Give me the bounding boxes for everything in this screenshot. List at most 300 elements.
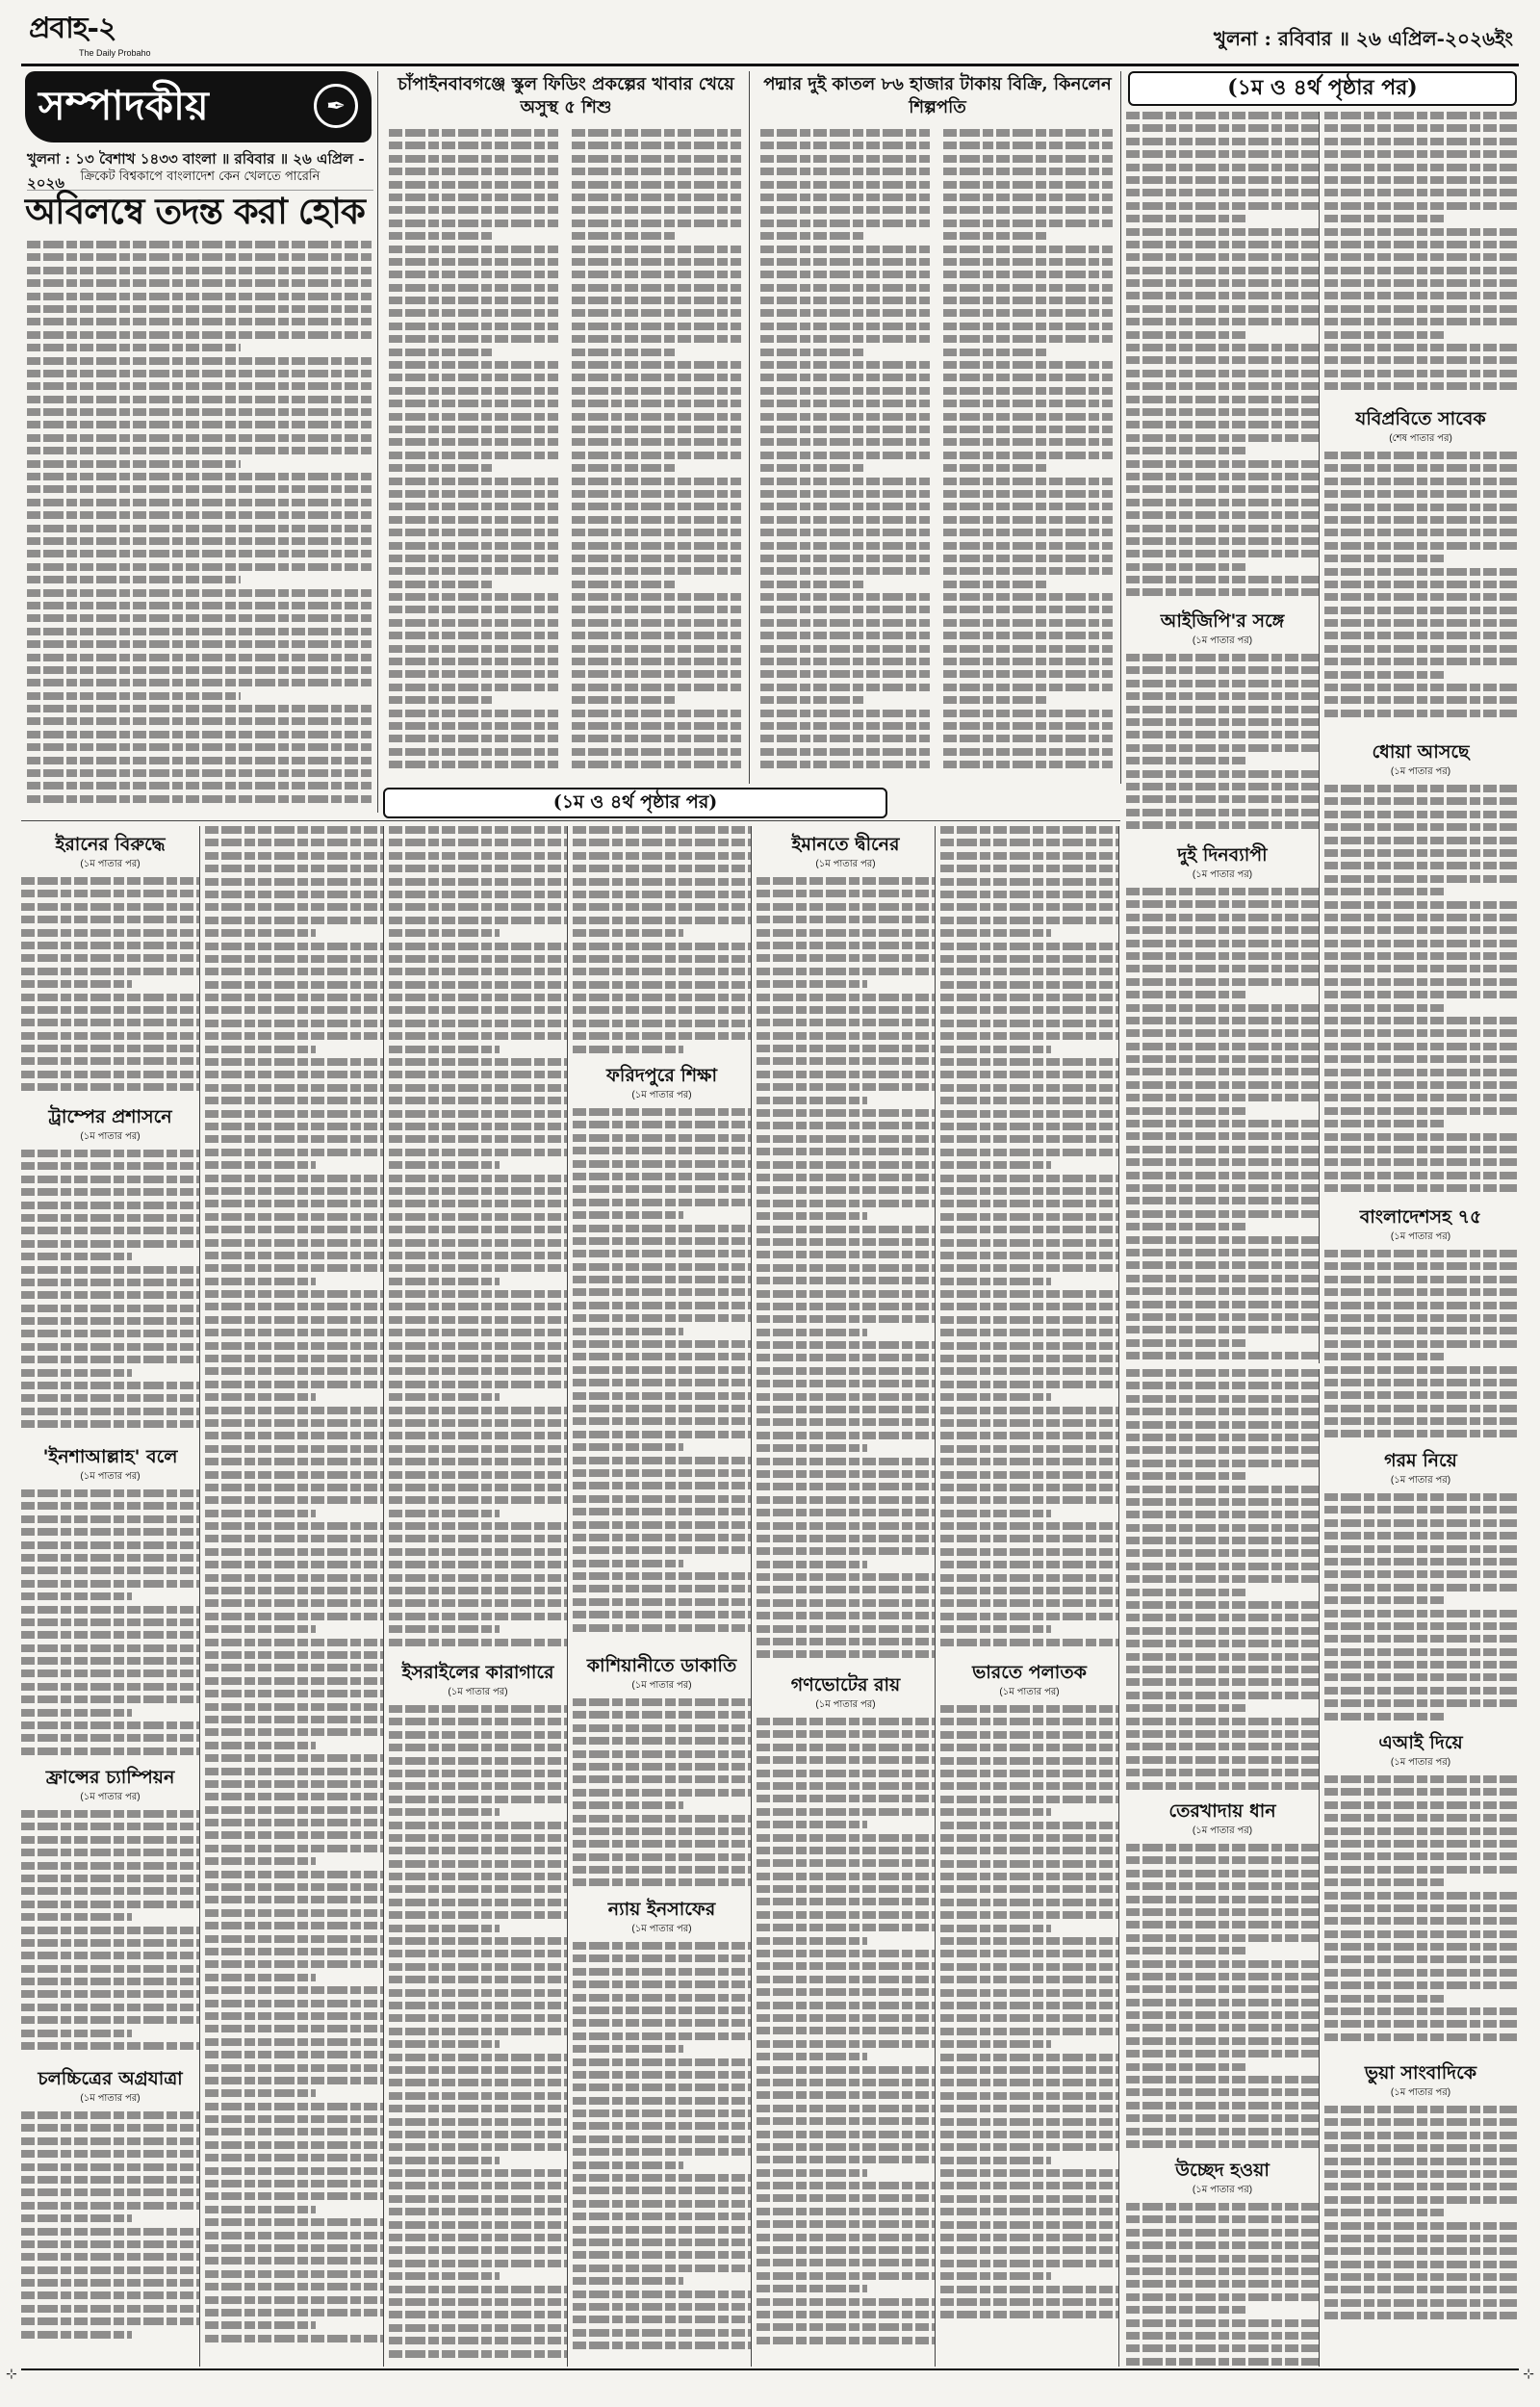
text-line <box>943 271 1113 278</box>
text-line <box>389 1885 567 1893</box>
text-line <box>205 1123 383 1130</box>
text-line <box>21 2240 199 2248</box>
text-line <box>21 2176 199 2184</box>
text-line <box>757 1122 935 1129</box>
text-line <box>572 516 741 524</box>
text-line <box>757 1795 935 1802</box>
text-line <box>1126 485 1319 493</box>
text-line <box>1126 550 1319 557</box>
text-line <box>1126 1158 1319 1166</box>
text-line <box>757 2323 935 2331</box>
text-line <box>389 2054 567 2061</box>
story-body-col <box>943 129 1113 776</box>
text-line <box>1126 1678 1319 1686</box>
text-line <box>572 194 741 201</box>
text-line <box>943 142 1113 149</box>
text-line <box>389 2066 567 2074</box>
text-line <box>573 2251 751 2259</box>
text-line <box>940 1084 1118 1092</box>
text-line <box>1126 1029 1319 1037</box>
text-line <box>760 220 930 227</box>
text-line <box>573 826 751 834</box>
text-line <box>573 981 751 989</box>
text-line <box>389 722 558 730</box>
text-line <box>21 1162 199 1170</box>
text-line <box>940 1899 1118 1906</box>
text-line <box>205 1316 383 1324</box>
text-line <box>757 1303 935 1310</box>
text-line <box>1324 138 1517 145</box>
text-line <box>205 2025 383 2032</box>
text-line <box>940 1796 1118 1803</box>
text-line <box>389 246 558 253</box>
text-line <box>27 318 372 325</box>
text-line <box>1324 1570 1517 1578</box>
text-line <box>943 220 1113 227</box>
text-line <box>205 1510 316 1517</box>
text-line <box>205 891 383 898</box>
text-line <box>1126 1210 1319 1218</box>
text-line <box>573 1954 751 1962</box>
text-line <box>940 2118 1118 2126</box>
text-line <box>1324 1610 1517 1618</box>
text-line <box>1324 1493 1517 1501</box>
text-line <box>389 220 558 227</box>
text-line <box>757 2194 935 2202</box>
text-line <box>1126 1236 1319 1244</box>
text-line <box>757 2079 935 2086</box>
text-line <box>943 387 1113 395</box>
text-line <box>572 748 741 756</box>
text-line <box>389 1599 567 1607</box>
text-line <box>573 1185 751 1193</box>
text-line <box>760 670 930 678</box>
text-line <box>27 344 241 351</box>
column-5: ইমানতে দ্বীনের (১ম পাতার পর) গণভোটের রায় (১ম পাতার পর) <box>757 826 936 2367</box>
text-line <box>940 1770 1118 1777</box>
text-line <box>940 1432 1118 1439</box>
heading-two-days: দুই দিনব্যাপী <box>1177 844 1268 866</box>
text-line <box>1126 770 1319 778</box>
text-line <box>205 1407 383 1414</box>
text-line <box>1324 632 1517 639</box>
text-line <box>573 1750 751 1758</box>
text-line <box>573 1508 751 1515</box>
text-line <box>205 1097 383 1104</box>
text-line <box>572 335 741 343</box>
text-line <box>940 878 1118 886</box>
text-line <box>1126 1960 1319 1968</box>
text-line <box>757 1937 867 1945</box>
text-line <box>389 1731 567 1739</box>
text-line <box>757 1019 935 1026</box>
text-line <box>572 478 741 485</box>
text-line <box>572 593 741 601</box>
text-line <box>205 1020 383 1027</box>
text-line <box>760 684 930 691</box>
text-line <box>1324 965 1517 972</box>
text-line <box>1324 1353 1444 1360</box>
text-line <box>21 2150 199 2158</box>
text-line <box>389 438 558 446</box>
text-line <box>1126 279 1319 287</box>
column-3: ইসরাইলের কারাগারে (১ম পাতার পর) <box>389 826 568 2367</box>
text-line <box>1324 1379 1517 1386</box>
text-line <box>21 1515 199 1523</box>
text-line <box>757 1522 935 1530</box>
text-line <box>573 1199 751 1206</box>
text-line <box>573 2097 751 2105</box>
text-line <box>27 795 372 803</box>
text-line <box>572 323 741 330</box>
text-line <box>1126 2088 1319 2096</box>
text-line <box>573 2213 751 2220</box>
text-line <box>27 602 372 609</box>
text-line <box>21 1695 199 1703</box>
text-line <box>940 1149 1118 1156</box>
text-line <box>389 335 558 343</box>
text-line <box>1126 2332 1319 2340</box>
text-line <box>757 1638 935 1645</box>
text-line <box>1126 1498 1319 1506</box>
text-line <box>1126 253 1319 261</box>
text-line <box>1324 164 1517 171</box>
text-line <box>389 1639 567 1646</box>
text-line <box>389 735 558 742</box>
text-line <box>21 1990 199 1998</box>
text-line <box>760 710 930 717</box>
text-line <box>1324 267 1517 274</box>
text-line <box>573 1763 751 1771</box>
text-line <box>1126 1017 1319 1024</box>
text-line <box>573 994 751 1001</box>
text-line <box>573 1250 751 1257</box>
text-line <box>940 1381 1118 1388</box>
text-line <box>205 1974 316 1981</box>
text-line <box>940 1510 1051 1517</box>
text-line <box>573 2277 683 2285</box>
text-line <box>1324 1417 1517 1425</box>
text-line <box>760 246 930 253</box>
text-line <box>1126 1627 1319 1635</box>
text-line <box>1324 1981 1517 1989</box>
text-line <box>389 1316 567 1324</box>
text-line <box>21 1528 199 1536</box>
text-line <box>573 2226 751 2234</box>
text-line <box>205 1613 383 1620</box>
text-line <box>1126 1882 1319 1890</box>
text-line <box>940 1925 1051 1932</box>
text-line <box>757 1277 935 1284</box>
text-line <box>389 696 494 704</box>
text-line <box>389 142 558 149</box>
text-line <box>389 1796 567 1803</box>
text-line <box>21 2124 199 2132</box>
text-line <box>940 1355 1118 1362</box>
text-line <box>940 2157 1051 2164</box>
text-line <box>943 232 1048 240</box>
text-line <box>389 1484 567 1491</box>
text-line <box>389 464 494 472</box>
page-dateline: খুলনা : রবিবার ॥ ২৬ এপ্রিল-২০২৬ইং <box>1213 27 1513 50</box>
text-line <box>573 2083 751 2091</box>
text-line <box>1324 1584 1517 1592</box>
text-line <box>572 129 741 137</box>
text-line <box>27 537 372 545</box>
text-line <box>1324 464 1517 472</box>
text-line <box>573 1724 751 1732</box>
text-line <box>940 2298 1118 2306</box>
text-line <box>940 1175 1118 1182</box>
text-line <box>1324 1852 1517 1860</box>
text-line <box>389 1613 567 1620</box>
text-line <box>1324 1878 1444 1886</box>
text-line <box>943 374 1113 381</box>
text-line <box>573 1980 751 1988</box>
column-2 <box>205 826 384 2367</box>
text-line <box>1126 1326 1319 1333</box>
text-line <box>27 279 372 287</box>
text-line <box>389 658 558 665</box>
text-line <box>573 1417 751 1425</box>
text-line <box>1324 696 1517 704</box>
text-line <box>940 929 1051 937</box>
text-line <box>1126 460 1319 468</box>
text-line <box>21 1823 199 1830</box>
text-line <box>1324 914 1517 921</box>
text-line <box>1126 2215 1319 2223</box>
text-line <box>205 1432 383 1439</box>
text-line <box>573 1108 751 1116</box>
text-line <box>1324 2106 1517 2113</box>
text-line <box>757 1045 935 1052</box>
text-line <box>205 994 383 1001</box>
text-line <box>205 2064 383 2072</box>
text-line <box>205 1768 383 1775</box>
text-line <box>760 619 930 627</box>
text-line <box>21 1227 199 1234</box>
text-line <box>943 581 1048 588</box>
text-line <box>389 1625 500 1633</box>
text-line <box>1126 150 1319 158</box>
text-line <box>760 452 930 459</box>
text-line <box>757 1885 935 1893</box>
text-line <box>1126 537 1319 545</box>
text-line <box>1126 2128 1319 2135</box>
text-line <box>943 400 1113 407</box>
text-line <box>1126 396 1319 403</box>
text-line <box>1126 2114 1319 2122</box>
text-line <box>21 1279 199 1286</box>
text-line <box>1126 1223 1245 1230</box>
text-line <box>389 2143 567 2151</box>
text-line <box>27 396 372 403</box>
text-line <box>1324 2170 1517 2178</box>
text-line <box>940 1342 1118 1350</box>
text-line <box>389 309 558 317</box>
text-line <box>940 2260 1118 2267</box>
text-line <box>757 954 935 962</box>
text-line <box>21 1019 199 1026</box>
newspaper-page <box>21 8 1519 2386</box>
text-line <box>1324 356 1517 364</box>
text-line <box>1324 645 1517 653</box>
text-line <box>205 1831 383 1839</box>
text-line <box>1126 1446 1319 1454</box>
text-line <box>205 1046 316 1053</box>
text-line <box>940 1471 1118 1479</box>
text-line <box>205 1496 383 1504</box>
text-line <box>757 1458 935 1465</box>
text-line <box>757 1718 935 1725</box>
text-line <box>389 1510 500 1517</box>
text-line <box>760 271 930 278</box>
text-line <box>573 1147 751 1154</box>
text-line <box>21 1305 199 1312</box>
text-line <box>27 267 372 274</box>
text-line <box>205 1084 383 1092</box>
text-line <box>940 1006 1118 1014</box>
text-line <box>572 670 741 678</box>
text-line <box>389 1135 567 1143</box>
text-line <box>21 1408 199 1415</box>
text-line <box>205 852 383 860</box>
text-line <box>205 826 383 834</box>
text-line <box>1126 189 1319 196</box>
text-line <box>573 1431 751 1438</box>
text-line <box>573 1211 683 1219</box>
text-line <box>572 452 741 459</box>
text-line <box>389 1937 567 1945</box>
text-line <box>389 2092 567 2100</box>
text-line <box>1126 1068 1319 1075</box>
text-line <box>572 181 741 189</box>
heading-justice: ন্যায় ইনসাফের <box>607 1899 716 1920</box>
text-line <box>389 1873 567 1880</box>
text-line <box>205 2128 383 2135</box>
text-line <box>940 1873 1118 1880</box>
text-line <box>1324 1801 1517 1809</box>
text-line <box>1324 1622 1517 1630</box>
text-line <box>573 1032 751 1040</box>
text-line <box>1126 1769 1319 1776</box>
text-line <box>205 1342 383 1350</box>
text-line <box>21 1343 199 1351</box>
text-line <box>1324 1904 1517 1912</box>
text-line <box>940 1822 1118 1829</box>
text-line <box>1126 1172 1319 1179</box>
text-line <box>573 1046 683 1053</box>
text-line <box>1324 1892 1517 1900</box>
text-line <box>572 761 741 768</box>
text-line <box>205 1845 383 1852</box>
heading-terabari: তেরখাদায় ধান <box>1168 1800 1276 1822</box>
text-line <box>389 1950 567 1957</box>
text-line <box>760 258 930 266</box>
text-line <box>573 1482 751 1489</box>
text-line <box>757 1200 935 1207</box>
text-line <box>757 1406 935 1413</box>
text-line <box>1324 2132 1517 2139</box>
text-line <box>21 1631 199 1639</box>
text-line <box>940 1937 1118 1945</box>
text-line <box>389 349 494 356</box>
text-line <box>1324 991 1517 998</box>
text-line <box>389 1782 567 1790</box>
text-line <box>389 2221 567 2229</box>
text-line <box>1324 1687 1517 1695</box>
text-line <box>572 555 741 562</box>
text-line <box>205 2180 383 2187</box>
text-line <box>1126 370 1319 377</box>
text-line <box>389 1757 567 1765</box>
text-line <box>1126 1408 1319 1415</box>
text-line <box>760 181 930 189</box>
text-line <box>572 155 741 163</box>
text-line <box>757 1988 935 1996</box>
text-line <box>1324 1930 1517 1938</box>
text-line <box>27 769 372 777</box>
text-line <box>757 1380 935 1387</box>
text-line <box>389 542 558 550</box>
text-line <box>757 1315 935 1323</box>
text-line <box>27 382 372 390</box>
text-line <box>21 968 199 975</box>
text-line <box>1324 215 1444 222</box>
text-line <box>205 1948 383 1955</box>
text-line <box>389 2324 567 2332</box>
text-line <box>1324 1250 1517 1257</box>
text-line <box>1126 1549 1319 1557</box>
text-line <box>1324 1519 1517 1527</box>
text-line <box>940 2092 1118 2100</box>
text-line <box>389 593 558 601</box>
text-line <box>1126 1511 1319 1518</box>
text-line <box>943 206 1113 214</box>
text-line <box>27 782 372 789</box>
text-line <box>573 1366 751 1374</box>
text-line <box>205 1819 383 1826</box>
text-line <box>757 2246 935 2254</box>
text-line <box>1126 1870 1319 1877</box>
text-line <box>757 1756 935 1764</box>
text-line <box>1324 1043 1517 1050</box>
text-line <box>21 2214 132 2222</box>
text-line <box>572 258 741 266</box>
text-line <box>1126 563 1245 571</box>
text-line <box>1126 809 1319 816</box>
text-line <box>27 485 372 493</box>
text-line <box>205 1574 383 1582</box>
text-line <box>940 1744 1118 1751</box>
text-line <box>389 284 558 292</box>
text-line <box>1126 331 1245 339</box>
text-line <box>573 1546 751 1554</box>
text-line <box>940 1561 1118 1568</box>
text-line <box>1126 1434 1319 1441</box>
text-line <box>1324 1055 1517 1063</box>
story-body-col <box>572 129 741 776</box>
text-line <box>389 232 494 240</box>
text-line <box>1126 1666 1319 1673</box>
text-line <box>205 2335 383 2342</box>
text-line <box>205 1264 383 1272</box>
text-line <box>757 2311 935 2318</box>
text-line <box>389 1925 500 1932</box>
text-line <box>1126 1524 1319 1532</box>
text-line <box>757 1071 935 1078</box>
text-line <box>389 917 567 924</box>
